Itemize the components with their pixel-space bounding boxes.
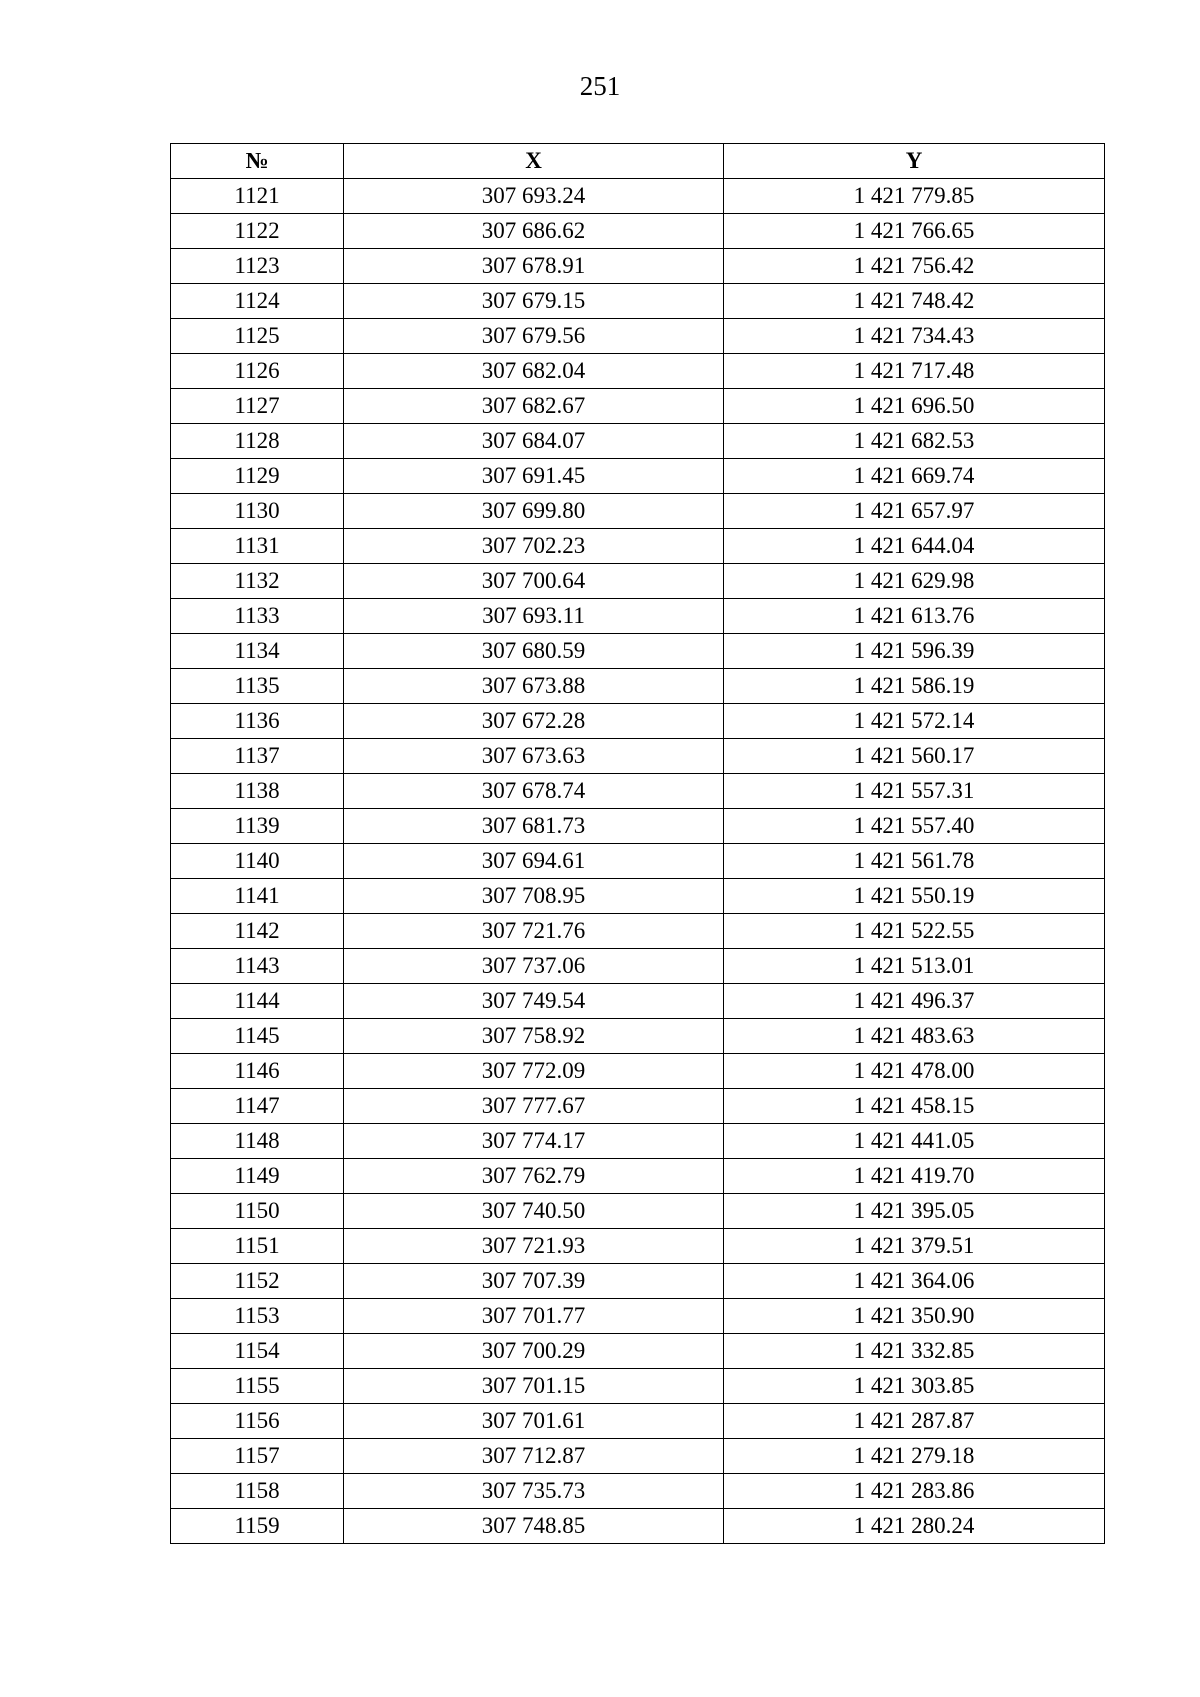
- cell-number: 1140: [171, 844, 344, 879]
- coordinates-table: [170, 143, 1105, 1544]
- cell-y: 1 421 395.05: [724, 1194, 1105, 1229]
- table-row: [171, 389, 1105, 424]
- cell-number: 1125: [171, 319, 344, 354]
- table-row: [171, 704, 1105, 739]
- cell-number: 1144: [171, 984, 344, 1019]
- cell-number: 1133: [171, 599, 344, 634]
- cell-y: 1 421 379.51: [724, 1229, 1105, 1264]
- cell-number: 1148: [171, 1124, 344, 1159]
- cell-number: 1136: [171, 704, 344, 739]
- table-row: [171, 1194, 1105, 1229]
- cell-number: 1147: [171, 1089, 344, 1124]
- cell-y: 1 421 669.74: [724, 459, 1105, 494]
- table-row: [171, 599, 1105, 634]
- cell-x: 307 680.59: [344, 634, 724, 669]
- cell-x: 307 682.04: [344, 354, 724, 389]
- table-row: [171, 1054, 1105, 1089]
- cell-x: 307 707.39: [344, 1264, 724, 1299]
- table-row: [171, 1159, 1105, 1194]
- cell-number: 1131: [171, 529, 344, 564]
- cell-y: 1 421 303.85: [724, 1369, 1105, 1404]
- table-row: [171, 424, 1105, 459]
- table-row: [171, 984, 1105, 1019]
- table-row: [171, 1404, 1105, 1439]
- table-row: [171, 214, 1105, 249]
- cell-y: 1 421 350.90: [724, 1299, 1105, 1334]
- table-row: [171, 1229, 1105, 1264]
- cell-y: 1 421 779.85: [724, 179, 1105, 214]
- table-row: [171, 249, 1105, 284]
- cell-y: 1 421 557.40: [724, 809, 1105, 844]
- cell-y: 1 421 596.39: [724, 634, 1105, 669]
- column-header-number: №: [171, 144, 344, 179]
- cell-x: 307 700.29: [344, 1334, 724, 1369]
- cell-number: 1137: [171, 739, 344, 774]
- cell-number: 1121: [171, 179, 344, 214]
- cell-x: 307 708.95: [344, 879, 724, 914]
- page-number: 251: [579, 71, 621, 101]
- cell-y: 1 421 717.48: [724, 354, 1105, 389]
- table-row: [171, 1334, 1105, 1369]
- table-row: [171, 1439, 1105, 1474]
- cell-y: 1 421 280.24: [724, 1509, 1105, 1544]
- cell-x: 307 721.76: [344, 914, 724, 949]
- cell-number: 1158: [171, 1474, 344, 1509]
- table-row: [171, 1019, 1105, 1054]
- cell-y: 1 421 332.85: [724, 1334, 1105, 1369]
- cell-number: 1129: [171, 459, 344, 494]
- table-row: [171, 1299, 1105, 1334]
- cell-y: 1 421 441.05: [724, 1124, 1105, 1159]
- cell-y: 1 421 613.76: [724, 599, 1105, 634]
- cell-y: 1 421 682.53: [724, 424, 1105, 459]
- cell-y: 1 421 696.50: [724, 389, 1105, 424]
- cell-x: 307 684.07: [344, 424, 724, 459]
- cell-number: 1145: [171, 1019, 344, 1054]
- cell-x: 307 672.28: [344, 704, 724, 739]
- cell-x: 307 686.62: [344, 214, 724, 249]
- cell-y: 1 421 734.43: [724, 319, 1105, 354]
- cell-y: 1 421 748.42: [724, 284, 1105, 319]
- cell-number: 1142: [171, 914, 344, 949]
- cell-y: 1 421 756.42: [724, 249, 1105, 284]
- cell-y: 1 421 513.01: [724, 949, 1105, 984]
- cell-number: 1134: [171, 634, 344, 669]
- cell-y: 1 421 561.78: [724, 844, 1105, 879]
- column-header-x: X: [344, 144, 724, 179]
- table-row: [171, 494, 1105, 529]
- cell-x: 307 762.79: [344, 1159, 724, 1194]
- cell-x: 307 678.74: [344, 774, 724, 809]
- cell-y: 1 421 283.86: [724, 1474, 1105, 1509]
- table-body: [171, 179, 1105, 1544]
- cell-x: 307 693.24: [344, 179, 724, 214]
- cell-x: 307 702.23: [344, 529, 724, 564]
- table-row: [171, 1474, 1105, 1509]
- cell-y: 1 421 644.04: [724, 529, 1105, 564]
- table-row: [171, 319, 1105, 354]
- table-row: [171, 809, 1105, 844]
- cell-number: 1141: [171, 879, 344, 914]
- table-row: [171, 844, 1105, 879]
- cell-number: 1138: [171, 774, 344, 809]
- cell-number: 1157: [171, 1439, 344, 1474]
- cell-x: 307 749.54: [344, 984, 724, 1019]
- table-row: [171, 354, 1105, 389]
- cell-x: 307 758.92: [344, 1019, 724, 1054]
- cell-y: 1 421 572.14: [724, 704, 1105, 739]
- cell-number: 1135: [171, 669, 344, 704]
- table-row: [171, 634, 1105, 669]
- cell-y: 1 421 419.70: [724, 1159, 1105, 1194]
- cell-x: 307 774.17: [344, 1124, 724, 1159]
- cell-number: 1151: [171, 1229, 344, 1264]
- table-row: [171, 1369, 1105, 1404]
- table-row: [171, 284, 1105, 319]
- cell-x: 307 740.50: [344, 1194, 724, 1229]
- cell-number: 1153: [171, 1299, 344, 1334]
- table-row: [171, 774, 1105, 809]
- cell-number: 1143: [171, 949, 344, 984]
- cell-number: 1123: [171, 249, 344, 284]
- table-row: [171, 564, 1105, 599]
- cell-y: 1 421 287.87: [724, 1404, 1105, 1439]
- cell-y: 1 421 586.19: [724, 669, 1105, 704]
- cell-x: 307 678.91: [344, 249, 724, 284]
- cell-x: 307 699.80: [344, 494, 724, 529]
- cell-x: 307 772.09: [344, 1054, 724, 1089]
- cell-x: 307 777.67: [344, 1089, 724, 1124]
- table-row: [171, 739, 1105, 774]
- cell-y: 1 421 364.06: [724, 1264, 1105, 1299]
- table-row: [171, 669, 1105, 704]
- cell-y: 1 421 766.65: [724, 214, 1105, 249]
- cell-x: 307 691.45: [344, 459, 724, 494]
- cell-x: 307 681.73: [344, 809, 724, 844]
- cell-x: 307 712.87: [344, 1439, 724, 1474]
- cell-y: 1 421 483.63: [724, 1019, 1105, 1054]
- table-row: [171, 1264, 1105, 1299]
- cell-number: 1154: [171, 1334, 344, 1369]
- cell-y: 1 421 496.37: [724, 984, 1105, 1019]
- cell-number: 1128: [171, 424, 344, 459]
- cell-x: 307 748.85: [344, 1509, 724, 1544]
- cell-number: 1124: [171, 284, 344, 319]
- cell-number: 1122: [171, 214, 344, 249]
- cell-y: 1 421 629.98: [724, 564, 1105, 599]
- cell-number: 1159: [171, 1509, 344, 1544]
- table-header-row: [171, 144, 1105, 179]
- cell-x: 307 693.11: [344, 599, 724, 634]
- cell-x: 307 673.63: [344, 739, 724, 774]
- table-row: [171, 1509, 1105, 1544]
- table-row: [171, 949, 1105, 984]
- cell-x: 307 679.56: [344, 319, 724, 354]
- cell-x: 307 735.73: [344, 1474, 724, 1509]
- cell-number: 1127: [171, 389, 344, 424]
- cell-x: 307 694.61: [344, 844, 724, 879]
- cell-x: 307 701.61: [344, 1404, 724, 1439]
- table-row: [171, 179, 1105, 214]
- cell-number: 1139: [171, 809, 344, 844]
- cell-y: 1 421 657.97: [724, 494, 1105, 529]
- cell-x: 307 679.15: [344, 284, 724, 319]
- cell-y: 1 421 478.00: [724, 1054, 1105, 1089]
- cell-x: 307 700.64: [344, 564, 724, 599]
- cell-x: 307 737.06: [344, 949, 724, 984]
- table-row: [171, 914, 1105, 949]
- cell-number: 1146: [171, 1054, 344, 1089]
- table-row: [171, 459, 1105, 494]
- table-row: [171, 879, 1105, 914]
- cell-number: 1150: [171, 1194, 344, 1229]
- cell-x: 307 721.93: [344, 1229, 724, 1264]
- cell-x: 307 682.67: [344, 389, 724, 424]
- table-row: [171, 1089, 1105, 1124]
- cell-y: 1 421 279.18: [724, 1439, 1105, 1474]
- column-header-y: Y: [724, 144, 1105, 179]
- cell-number: 1152: [171, 1264, 344, 1299]
- table-row: [171, 529, 1105, 564]
- cell-y: 1 421 550.19: [724, 879, 1105, 914]
- cell-number: 1149: [171, 1159, 344, 1194]
- cell-number: 1155: [171, 1369, 344, 1404]
- cell-number: 1132: [171, 564, 344, 599]
- cell-y: 1 421 557.31: [724, 774, 1105, 809]
- cell-x: 307 701.15: [344, 1369, 724, 1404]
- cell-x: 307 701.77: [344, 1299, 724, 1334]
- cell-y: 1 421 458.15: [724, 1089, 1105, 1124]
- cell-number: 1130: [171, 494, 344, 529]
- cell-number: 1156: [171, 1404, 344, 1439]
- cell-y: 1 421 560.17: [724, 739, 1105, 774]
- cell-x: 307 673.88: [344, 669, 724, 704]
- cell-y: 1 421 522.55: [724, 914, 1105, 949]
- table-row: [171, 1124, 1105, 1159]
- cell-number: 1126: [171, 354, 344, 389]
